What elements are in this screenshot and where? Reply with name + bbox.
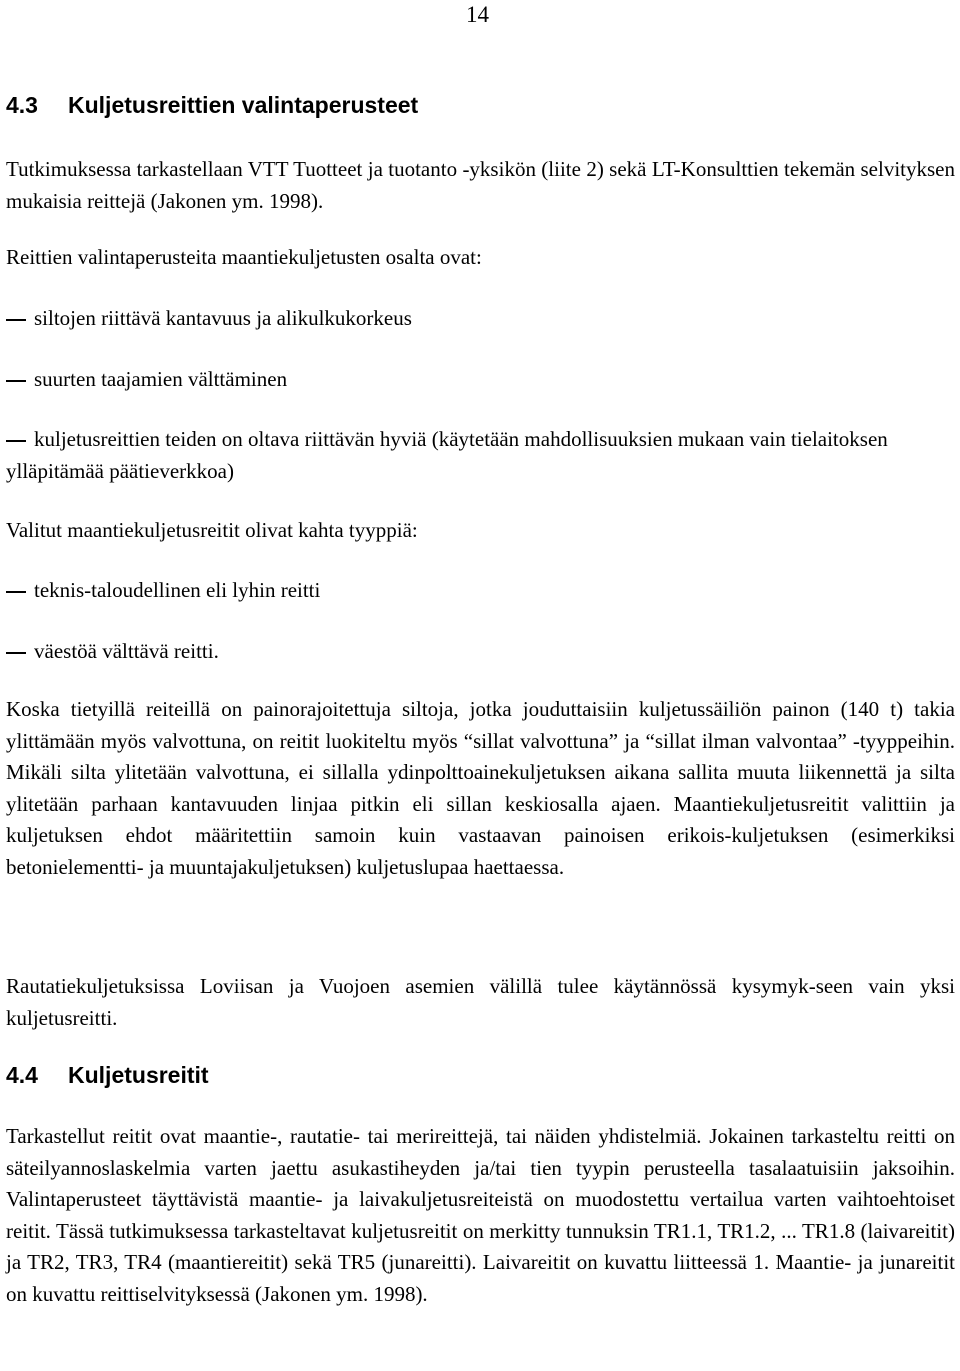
dash-icon [6,380,26,382]
type-item-text: teknis-taloudellinen eli lyhin reitti [34,578,321,602]
type-item-text: väestöä välttävä reitti. [34,639,219,663]
page-number: 14 [466,2,489,27]
types-lead: Valitut maantiekuljetusreitit olivat kahta tyyppiä: [6,518,418,542]
intro-paragraph: Tutkimuksessa tarkastellaan VTT Tuotteet ja tuotanto -yksikön (liite 2) sekä LT-Konsulttien tekemän selvityksen mukaisia reittejä (Jakonen ym. 1998). [6,157,955,213]
section-title: Kuljetusreitit [68,1062,209,1088]
criteria-item-text: kuljetusreittien teiden on oltava riittävän hyviä (käytetään mahdollisuuksien mukaan vain tielaitoksen ylläpitämää päätieverkkoa) [6,427,888,483]
criteria-item [6,424,955,487]
dash-icon [6,440,26,442]
dash-icon [6,319,26,321]
section-title: Kuljetusreittien valintaperusteet [68,92,419,118]
criteria-item-text: siltojen riittävä kantavuus ja alikulkukorkeus [34,306,412,330]
criteria-lead: Reittien valintaperusteita maantiekuljetusten osalta ovat: [6,245,482,269]
type-item [6,575,955,607]
section-heading-4-3 [6,92,418,119]
section-heading-4-4 [6,1062,209,1089]
section-number: 4.3 [6,92,38,118]
bridges-paragraph: Koska tietyillä reiteillä on painorajoitettuja siltoja, jotka jouduttaisiin kuljetussäiliön painon (140 t) takia ylittämään myös valvottuna, on reitit luokiteltu myös “sillat valvottuna” ja “sillat ilman valvontaa” -tyyppeihin. Mikäli silta ylitetään valvottuna, ei sillalla ydinpolttoainekuljetuksen aikana sallita muuta liikennettä ja silta ylitetään parhaan kantavuuden linjaa pitkin eli sillan keskiosalla ajaen. Maantiekuljetusreitit valittiin ja kuljetuksen ehdot määritettiin samoin kuin vastaavan painoisen erikois-kuljetuksen (esimerkiksi betonielementti- ja muuntajakuljetuksen) kuljetuslupaa haettaessa. [6,697,955,879]
dash-icon [6,591,26,593]
routes-paragraph: Tarkastellut reitit ovat maantie-, rautatie- tai merireittejä, tai näiden yhdistelmiä. Jokainen tarkasteltu reitti on säteilyannoslaskelmia varten jaettu asukastiheyden ja/tai tien tyypin perusteella tasalaatuisiin jaksoihin. Valintaperusteet täyttävistä maantie- ja laivakuljetusreiteistä on muodostettu vertailua varten vaihtoehtoiset reitit. Tässä tutkimuksessa tarkasteltavat kuljetusreitit on merkitty tunnuksin TR1.1, TR1.2, ... TR1.8 (laivareitit) ja TR2, TR3, TR4 (maantiereitit) sekä TR5 (junareitti). Laivareitit on kuvattu liitteessä 1. Maantie- ja junareitit on kuvattu reittiselvityksessä (Jakonen ym. 1998). [6,1124,955,1306]
criteria-item-text: suurten taajamien välttäminen [34,367,288,391]
section-number: 4.4 [6,1062,38,1088]
dash-icon [6,652,26,654]
criteria-item [6,303,955,335]
rail-paragraph: Rautatiekuljetuksissa Loviisan ja Vuojoen asemien välillä tulee käytännössä kysymyk-seen vain yksi kuljetusreitti. [6,974,955,1030]
criteria-item [6,364,955,396]
type-item [6,636,955,668]
